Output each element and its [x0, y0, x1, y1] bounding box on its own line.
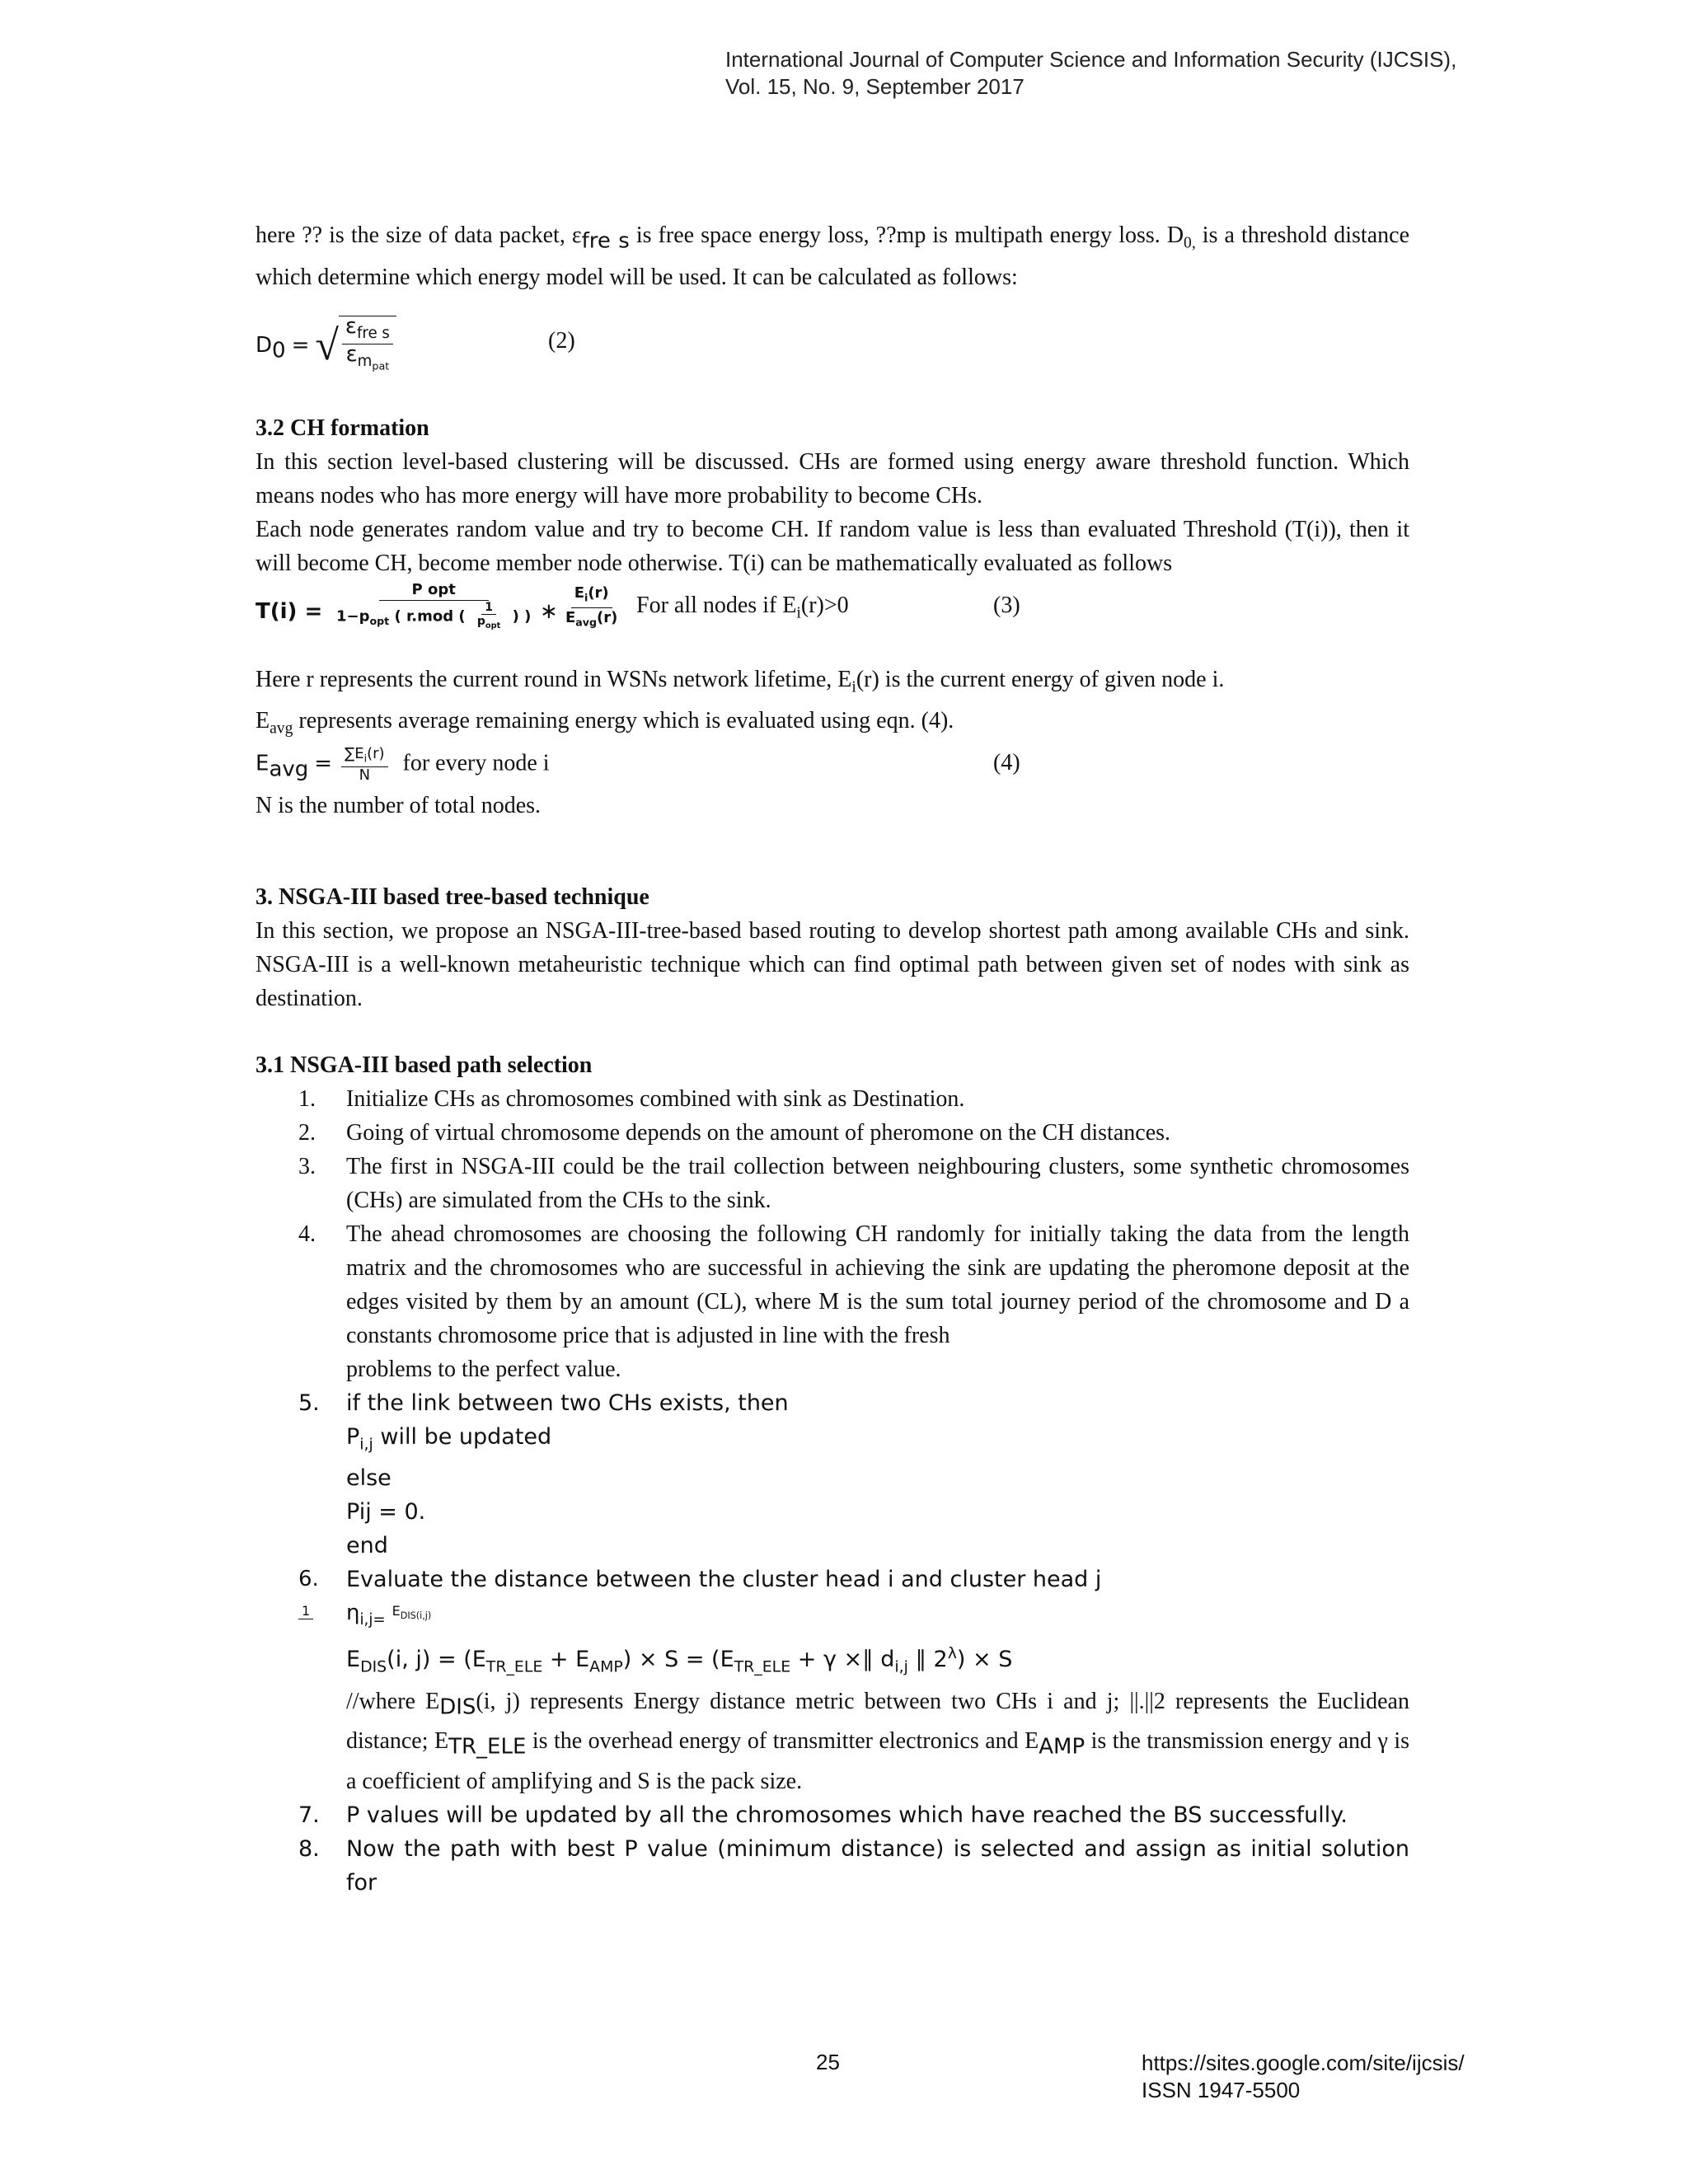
- list-item-text: The first in NSGA-III could be the trail collection between neighbouring clusters, some synthetic chromosomes (CHs) are simulated from the CHs to the sink.: [346, 1153, 1409, 1213]
- section-3-heading: 3. NSGA-III based tree-based technique: [256, 883, 649, 910]
- eq3-cond-tail: (r)>0: [800, 592, 849, 618]
- item6-w3-sub: AMP: [1039, 1734, 1085, 1760]
- list-item-text: Going of virtual chromosome depends on the amount of pheromone on the CH distances.: [346, 1119, 1171, 1146]
- eq2-den: ε: [345, 341, 358, 367]
- eq3-cond-sub: i: [796, 604, 801, 622]
- item6-e1: E: [346, 1647, 361, 1673]
- eq3-number: (3): [993, 592, 1020, 618]
- eq3-ratio: [562, 583, 621, 633]
- eq4-fraction: [341, 746, 387, 785]
- eq3-ratio-den: E: [565, 609, 576, 627]
- eq2-lhs: D: [256, 332, 273, 358]
- eq3-lhs: T(i) =: [256, 598, 323, 624]
- eq4-num: ∑E: [345, 744, 364, 762]
- journal-header: [725, 46, 1456, 101]
- item6-e5: + γ ×∥ d: [790, 1647, 895, 1673]
- list-item-number: 7.: [298, 1802, 320, 1828]
- eq2-den-sub: m: [357, 352, 373, 370]
- list-item-5: [256, 1386, 1409, 1563]
- equation-2: [256, 313, 1409, 390]
- item6-w1-sub: DIS: [439, 1694, 476, 1720]
- list-item-text: Initialize CHs as chromosomes combined with sink as Destination.: [346, 1085, 965, 1112]
- item6-w2-sub: TR_ELE: [448, 1734, 527, 1760]
- item6-eta-sub: i,j=: [359, 1611, 386, 1629]
- item6-e6-sup: λ: [947, 1644, 957, 1663]
- eq3-den-a-sub: opt: [369, 614, 390, 627]
- list-item-number: 6.: [298, 1567, 319, 1592]
- eq4-lhs-sub: avg: [269, 757, 309, 782]
- eq2-number: (2): [548, 327, 575, 354]
- item6-e3-sub: AMP: [589, 1657, 623, 1676]
- item6-where: [346, 1685, 1409, 1798]
- list-item: [256, 1082, 1409, 1116]
- footer-info: [1142, 2050, 1465, 2104]
- item6-w2: (i, j) represents Energy distance metric between two CHs i and j; ||.||2 represents the Euclidean distance; E: [346, 1688, 1409, 1755]
- eq3-cond-text: For all nodes if E: [636, 592, 797, 618]
- list-item-8: [256, 1832, 1409, 1900]
- section-3-paragraph: In this section, we propose an NSGA-III-tree-based based routing to develop shortest path among available CHs and sink. NSGA-III is a well-known metaheuristic technique which can find optimal path between given set of nodes with sink as destination.: [256, 917, 1409, 1011]
- equation-4: [256, 746, 1409, 789]
- n-definition: N is the number of total nodes.: [256, 792, 542, 818]
- item6-e2-sub: TR_ELE: [485, 1657, 543, 1676]
- intro-text-b: is free space energy loss, ??mp is multipath energy loss. D: [629, 223, 1184, 248]
- eq4-equals: =: [314, 751, 333, 776]
- eq3-den-b: r.mod: [406, 607, 454, 625]
- intro-sub-a: fre s: [581, 228, 630, 254]
- list-item-number: 4.: [298, 1221, 316, 1247]
- item5-line-5: end: [346, 1533, 388, 1559]
- eq2-sqrt: √ $\frac{\varepsilon_{fre s}}{\varepsilon_{m_{pat}}}$: [315, 316, 396, 377]
- journal-title: International Journal of Computer Science and Information Security (IJCSIS),: [725, 47, 1457, 72]
- equation-3: [256, 580, 1409, 663]
- after-eq3-text-a: Here r represents the current round in WSNs network lifetime, E: [256, 666, 852, 692]
- list-item: [256, 1217, 1409, 1386]
- item5-p: P: [346, 1423, 360, 1450]
- eq2-num-sub: fre s: [356, 324, 390, 342]
- list-item-number: 2.: [298, 1119, 316, 1146]
- eq3-den-c-num: 1: [481, 601, 496, 615]
- list-item-text: The ahead chromosomes are choosing the following CH randomly for initially taking the data from the length matrix and the chromosomes who are successful in achieving the sink are updating the pheromone deposit at the edges visited by them by an amount (CL), where M is the sum total journey period of the chromosome and D a constants chromosome price that is adjusted in line with the fresh: [346, 1221, 1409, 1348]
- eq3-fraction: P opt $1-p_{opt}$ ( r.mod ( $\frac{1}{p_{opt}}$ ) ): [336, 580, 532, 630]
- item6-w3: is the overhead energy of transmitter electronics and E: [526, 1728, 1039, 1755]
- eq4-num-tail: (r): [367, 744, 385, 762]
- eq3-ratio-den-tail: (r): [597, 609, 618, 627]
- item6-e5-sub: i,j: [894, 1657, 908, 1676]
- item6-eta-den: E: [392, 1602, 401, 1619]
- eq3-ratio-den-sub: avg: [575, 616, 598, 629]
- intro-paragraph: [256, 218, 1409, 294]
- item6-e4-sub: TR_ELE: [734, 1657, 791, 1676]
- eq2-lhs-sub: 0: [272, 338, 286, 363]
- list-item-text: P values will be updated by all the chromosomes which have reached the BS successfully.: [346, 1802, 1348, 1828]
- eq4-tail: for every node i: [402, 750, 550, 776]
- eq3-den-c-den-sub: opt: [485, 621, 501, 630]
- after-eq3-line-2: [256, 704, 1409, 746]
- item5-line-4: Pij = 0.: [346, 1499, 426, 1526]
- list-item-7: [256, 1798, 1409, 1832]
- item6-e4: ) × S = (E: [622, 1647, 734, 1673]
- page-number: 25: [816, 2050, 840, 2074]
- eq3-num: P opt: [379, 580, 489, 601]
- list-item-extra: problems to the perfect value.: [346, 1356, 621, 1382]
- steps-list: [256, 1082, 1409, 1900]
- item6-w1: //where E: [346, 1688, 440, 1714]
- list-item: [256, 1150, 1409, 1217]
- list-item-number: 8.: [298, 1835, 320, 1862]
- list-item: [256, 1116, 1409, 1150]
- eq4-number: (4): [993, 749, 1020, 776]
- after-eq3-text-d: represents average remaining energy which is evaluated using eqn. (4).: [293, 708, 954, 734]
- eq2-num: ε: [345, 313, 357, 339]
- eq3-ratio-num-tail: (r): [588, 583, 609, 602]
- after-eq3-line-1: [256, 663, 1409, 705]
- section-3-2-paragraph-2: Each node generates random value and try to become CH. If random value is less than evaluated Threshold (T(i)), then it will become CH, become member node otherwise. T(i) can be mathematically evaluated as follows: [256, 516, 1409, 576]
- section-3-2-paragraph-1: In this section level-based clustering will be discussed. CHs are formed using energy aware threshold function. Which means nodes who has more energy will have more probability to become CHs.: [256, 448, 1409, 509]
- item5-l2-tail: will be updated: [373, 1423, 552, 1450]
- item6-eta-den-sub: DIS(i,j): [400, 1610, 432, 1621]
- section-3-2-heading: 3.2 CH formation: [256, 415, 429, 441]
- item6-eta: [302, 1596, 1409, 1637]
- after-eq3-text-b: (r) is the current energy of given node i.: [856, 666, 1225, 692]
- eq3-den-a: 1−p: [336, 607, 370, 625]
- list-item-number: 3.: [298, 1153, 316, 1179]
- item6-e7: ) × S: [956, 1647, 1013, 1673]
- footer-url[interactable]: https://sites.google.com/site/ijcsis/: [1142, 2050, 1465, 2075]
- item6-energy-equation: [346, 1637, 1409, 1684]
- after-eq3-text-c: E: [256, 708, 270, 734]
- item5-line-1: if the link between two CHs exists, then: [346, 1390, 789, 1416]
- eq4-num-sub: i: [363, 752, 368, 765]
- list-item-number: 5.: [298, 1390, 320, 1416]
- item6-eta-symbol: η: [346, 1601, 360, 1626]
- eq2-den-subsub: pat: [372, 360, 390, 373]
- after-eq3-sub-a: i: [851, 678, 856, 696]
- eq3-ratio-num-sub: i: [584, 591, 588, 604]
- footer-issn: ISSN 1947-5500: [1142, 2078, 1301, 2102]
- eq3-mult: ∗: [540, 598, 558, 624]
- intro-sub-b: 0,: [1184, 234, 1196, 252]
- item5-line-3: else: [346, 1465, 392, 1492]
- item6-e6: ∥ 2: [907, 1647, 948, 1673]
- item5-p-sub: i,j: [359, 1435, 373, 1454]
- eq3-den-c-den: p: [476, 614, 485, 628]
- item6-w4: is the transmission energy and γ is a coefficient of amplifying and S is the pack size.: [346, 1728, 1410, 1794]
- item6-line-1: Evaluate the distance between the cluster head i and cluster head j: [346, 1567, 1102, 1593]
- intro-text-a: here ?? is the size of data packet, ε: [256, 223, 582, 248]
- eq4-den: N: [359, 766, 371, 785]
- journal-volume: Vol. 15, No. 9, September 2017: [725, 74, 1025, 99]
- item5-line-2: [346, 1420, 1409, 1461]
- eq3-condition: [636, 588, 849, 630]
- eq4-lhs: E: [256, 751, 270, 776]
- eq2-equals: =: [291, 332, 310, 358]
- list-item-6: [256, 1563, 1409, 1798]
- list-item-text: Now the path with best P value (minimum distance) is selected and assign as initial solution for: [346, 1835, 1409, 1896]
- after-eq3-sub-c: avg: [270, 719, 293, 738]
- item6-e3: + E: [542, 1647, 590, 1673]
- list-item-number: 1.: [298, 1085, 316, 1112]
- intro-text-c: is a threshold distance which determine which energy model will be used. It can be calculated as follows:: [256, 223, 1409, 290]
- section-3-1-heading: 3.1 NSGA-III based path selection: [256, 1052, 593, 1078]
- page-content: [256, 218, 1409, 1900]
- item6-e2: (i, j) = (E: [387, 1647, 486, 1673]
- item6-eta-num: 1: [298, 1604, 313, 1619]
- item6-e1-sub: DIS: [360, 1657, 387, 1676]
- eq3-ratio-num: E: [574, 583, 584, 602]
